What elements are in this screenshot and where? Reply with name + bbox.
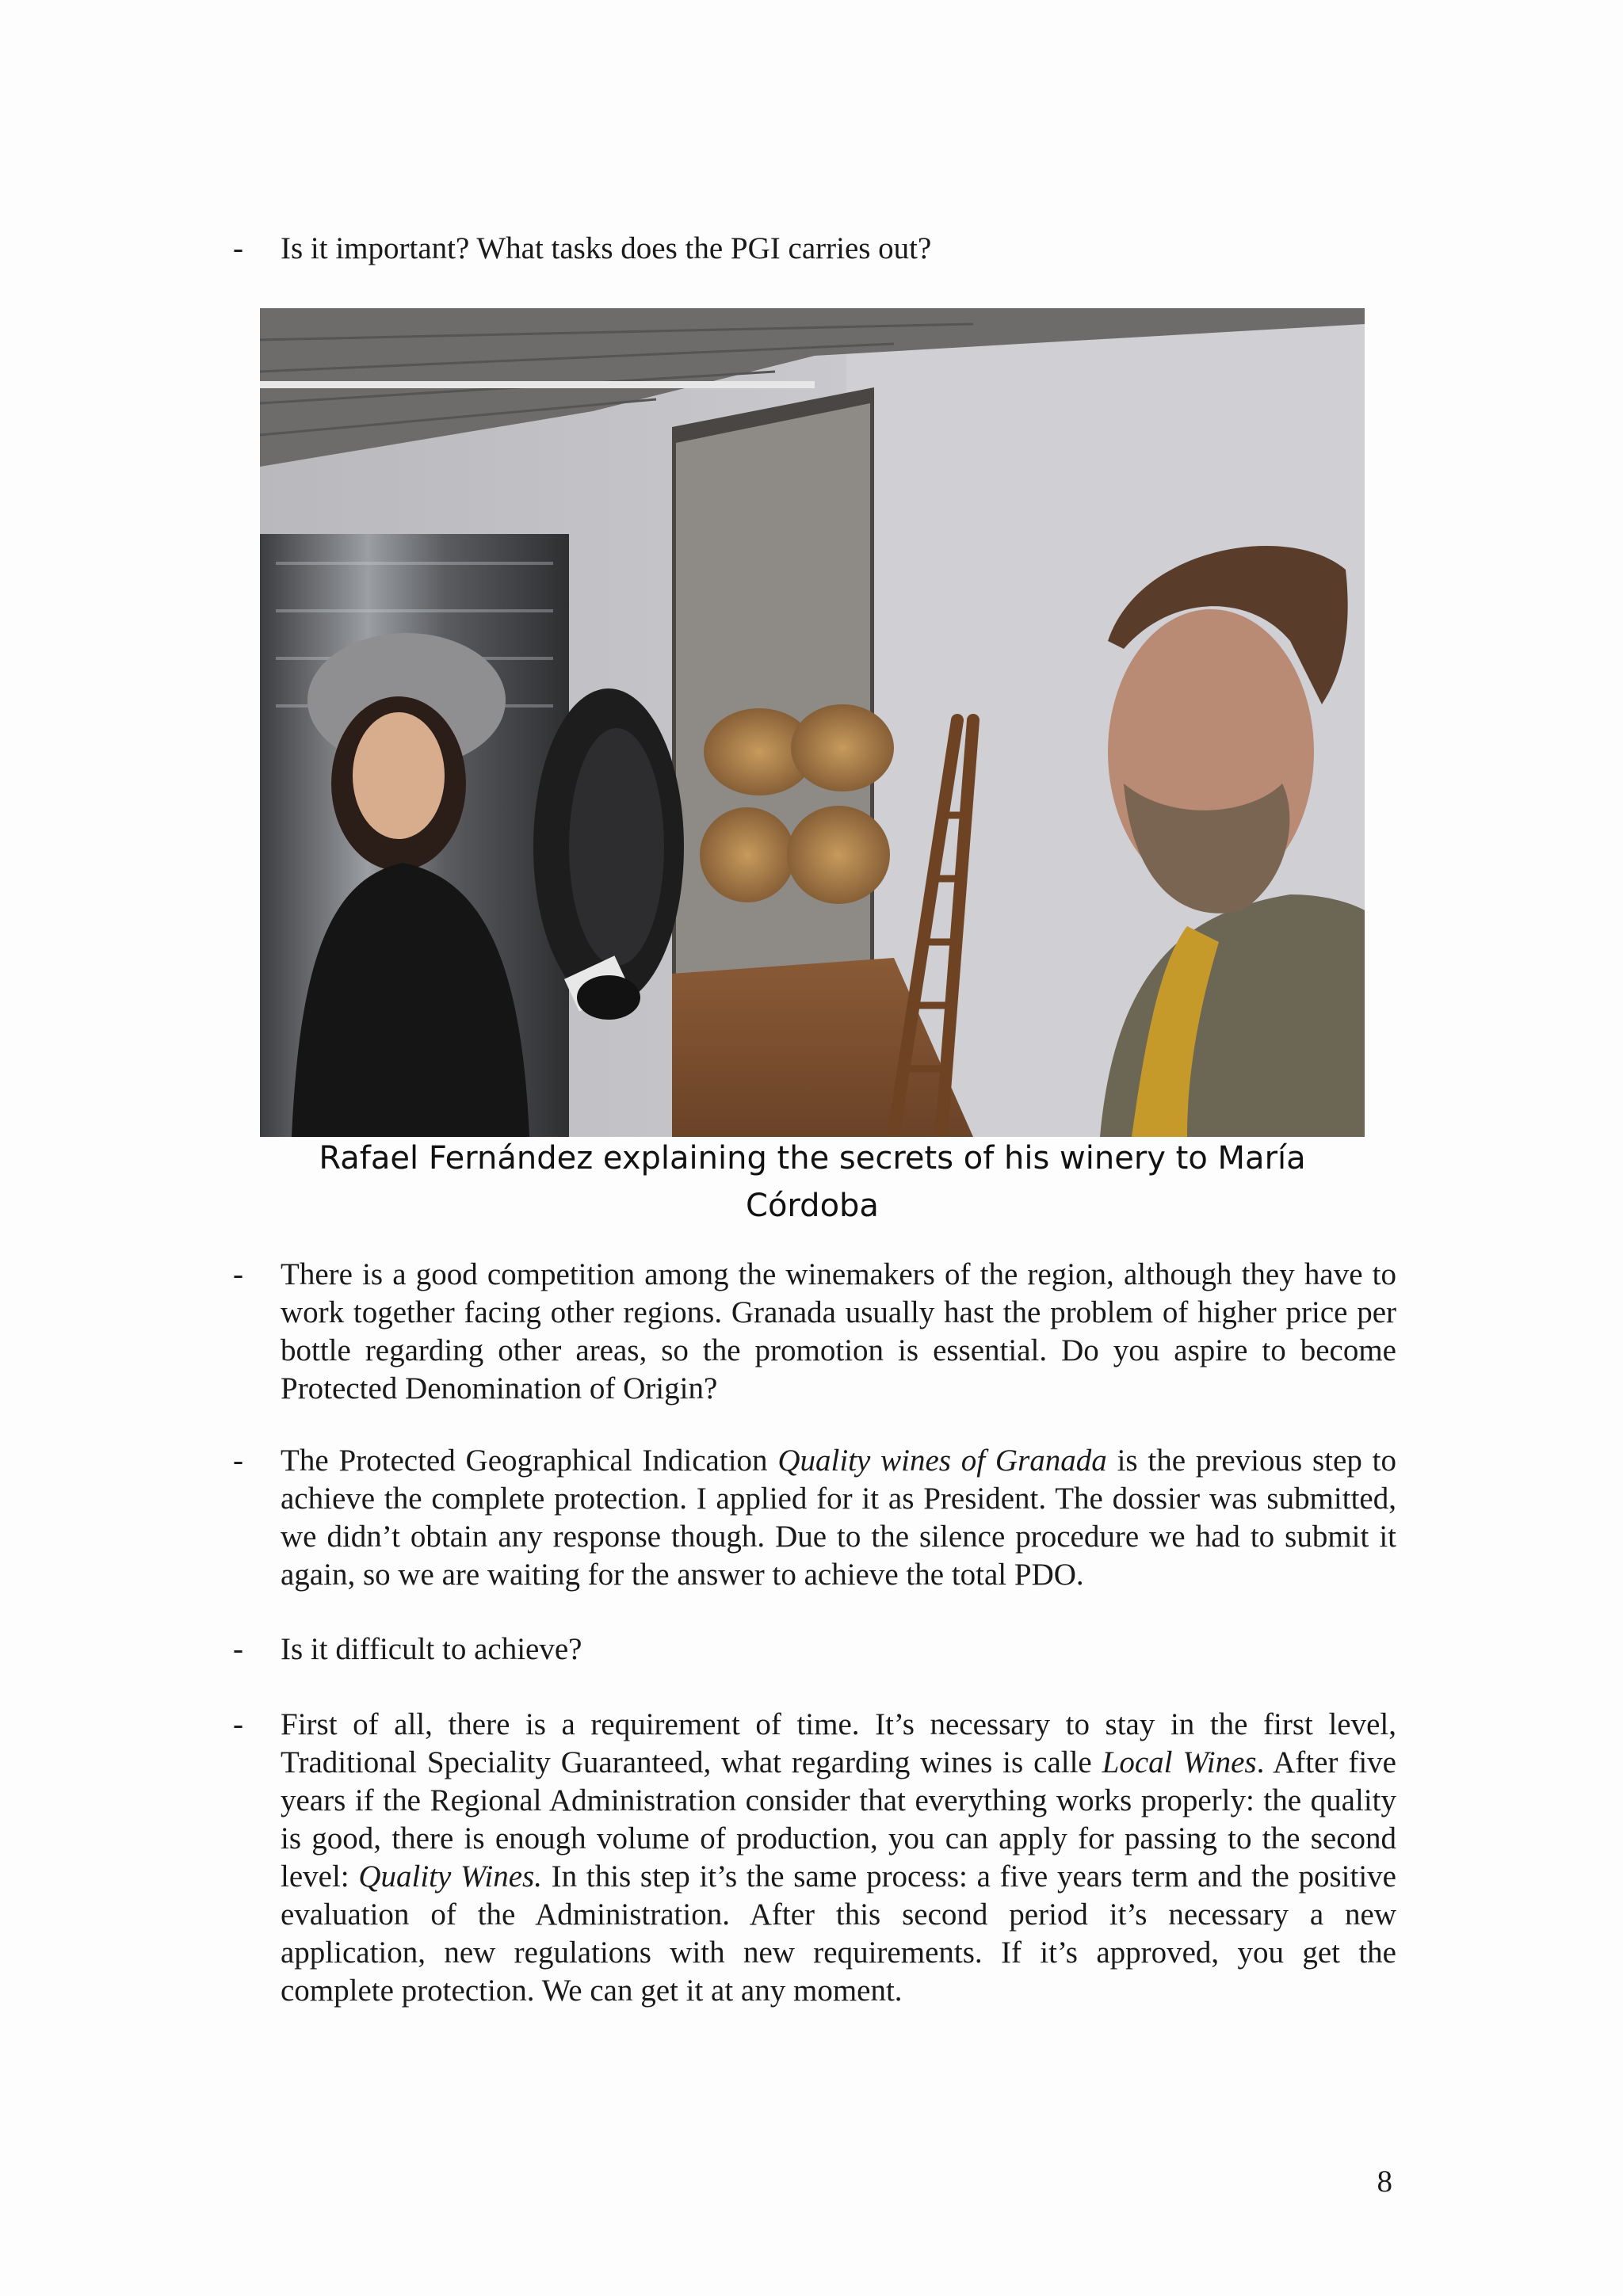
page-number: 8 — [1377, 2164, 1392, 2199]
answer-1 — [235, 1442, 1396, 1594]
list-dash: - — [233, 1707, 243, 1741]
list-dash: - — [233, 1444, 243, 1478]
text-run: Is it difficult to achieve? — [281, 1632, 582, 1666]
italic-text-run: Quality wines of Granada — [777, 1444, 1107, 1478]
text-run: There is a good competition among the winemakers of the region, although they have to work together facing other regions. Granada usually hast the problem of higher price per bottle regarding other areas, so the promotion is essential. Do you aspire to become Protected Denomination of Origin? — [281, 1257, 1396, 1405]
list-dash: - — [233, 231, 243, 265]
list-dash: - — [233, 1257, 243, 1291]
question-1 — [235, 230, 1396, 268]
paragraph-text — [281, 1256, 1396, 1408]
question-3 — [235, 1630, 1396, 1669]
text-run: . After five years if the Regional Administration consider that everything works properly: the quality is good, there is enough volume of production, you can apply for passing to the second level: — [281, 1745, 1396, 1894]
italic-text-run: Quality Wines. — [358, 1859, 542, 1894]
paragraph-text — [281, 1630, 1396, 1669]
answer-2 — [235, 1706, 1396, 2010]
italic-text-run: Local Wines — [1102, 1745, 1257, 1779]
winery-photo — [260, 308, 1365, 1137]
paragraph-text — [281, 1442, 1396, 1594]
photo-caption: Rafael Fernández explaining the secrets of his winery to María Córdoba — [319, 1140, 1306, 1224]
text-run: The Protected Geographical Indication — [281, 1444, 778, 1478]
text-run: Is it important? What tasks does the PGI carries out? — [281, 231, 932, 265]
text-run: is the previous step to achieve the complete protection. I applied for it as President. The dossier was submitted, we didn’t obtain any response though. Due to the silence procedure we had to submit it again, so we are waiting for the answer to achieve the total PDO. — [281, 1444, 1396, 1592]
text-run: In this step it’s the same process: a five years term and the positive evaluation of the Administration. After this second period it’s necessary a new application, new regulations with new requirements. If it’s approved, you get the complete protection. We can get it at any moment. — [281, 1859, 1396, 2008]
list-dash: - — [233, 1632, 243, 1666]
text-run: First of all, there is a requirement of time. It’s necessary to stay in the first level, Traditional Speciality Guaranteed, what regarding wines is calle — [281, 1707, 1396, 1779]
question-2 — [235, 1256, 1396, 1408]
winery-photo-illustration — [260, 308, 1365, 1137]
paragraph-text — [281, 1706, 1396, 2010]
paragraph-text — [281, 230, 1396, 268]
